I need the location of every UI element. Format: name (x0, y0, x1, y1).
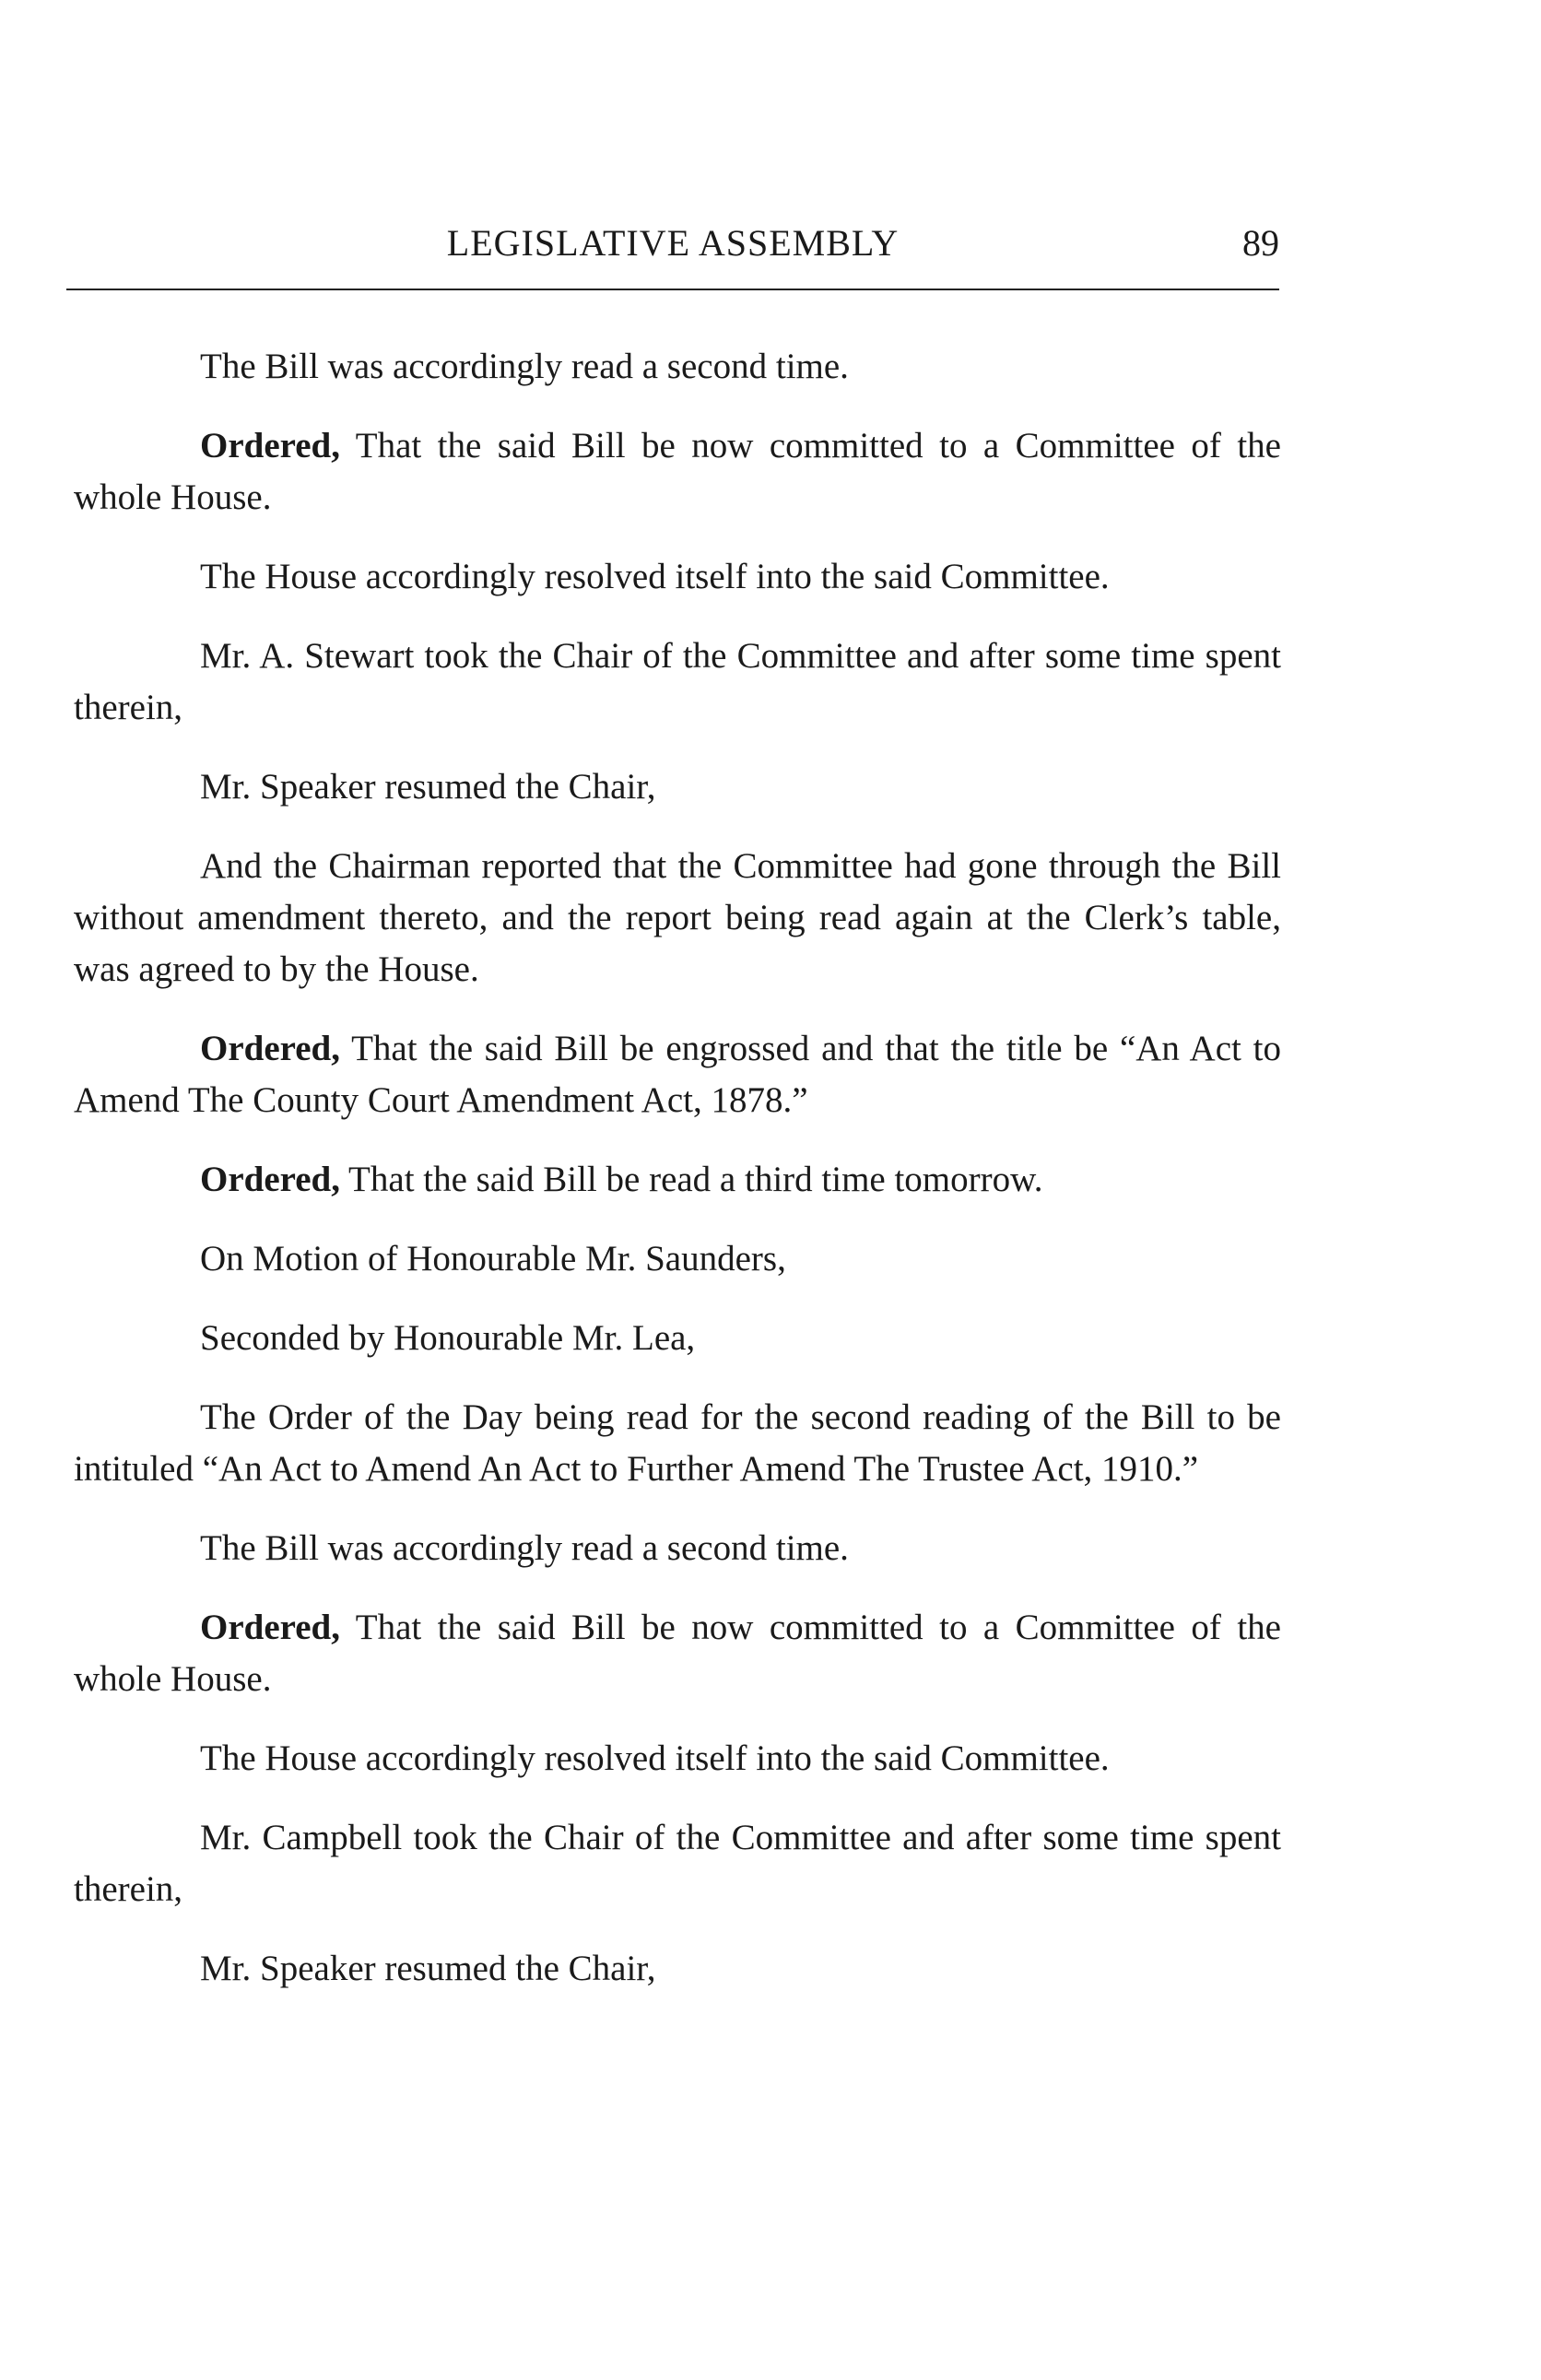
paragraph: On Motion of Honourable Mr. Saunders, (200, 1239, 786, 1278)
ordered-lead: Ordered, (200, 426, 341, 465)
paragraph: Mr. A. Stewart took the Chair of the Committee and after some time spent therein, (74, 636, 1281, 727)
paragraph: Mr. Speaker resumed the Chair, (200, 1949, 656, 1988)
page-header (66, 221, 1279, 277)
page-number: 89 (1242, 222, 1279, 264)
paragraph: The House accordingly resolved itself into the said Committee. (200, 557, 1110, 596)
paragraph: Mr. Campbell took the Chair of the Committee and after some time spent therein, (74, 1818, 1281, 1909)
paragraph: The Order of the Day being read for the second reading of the Bill to be intituled “An Act to Amend An Act to Further Amend The Trustee Act, 1910.” (74, 1397, 1281, 1489)
paragraph: Ordered, That the said Bill be engrossed and that the title be “An Act to Amend The County Court Amendment Act, 1878.” (74, 1029, 1281, 1120)
paragraph: Seconded by Honourable Mr. Lea, (200, 1318, 696, 1358)
paragraph: Mr. Speaker resumed the Chair, (200, 767, 656, 807)
paragraph: Ordered, That the said Bill be read a third time tomorrow. (200, 1160, 1043, 1199)
paragraph: The House accordingly resolved itself into the said Committee. (200, 1738, 1110, 1778)
ordered-lead: Ordered, (200, 1160, 341, 1199)
ordered-lead: Ordered, (200, 1029, 341, 1068)
header-rule (66, 289, 1279, 290)
paragraph: The Bill was accordingly read a second time. (200, 1528, 849, 1568)
paragraph: And the Chairman reported that the Committee had gone through the Bill without amendment thereto, and the report being read again at the Clerk’s table, was agreed to by the House. (74, 846, 1281, 989)
paragraph: The Bill was accordingly read a second time. (200, 347, 849, 386)
page-body (74, 341, 1281, 1995)
paragraph: Ordered, That the said Bill be now committed to a Committee of the whole House. (74, 1608, 1281, 1699)
paragraph: Ordered, That the said Bill be now committed to a Committee of the whole House. (74, 426, 1281, 517)
ordered-lead: Ordered, (200, 1608, 341, 1647)
running-head: LEGISLATIVE ASSEMBLY (446, 222, 900, 264)
